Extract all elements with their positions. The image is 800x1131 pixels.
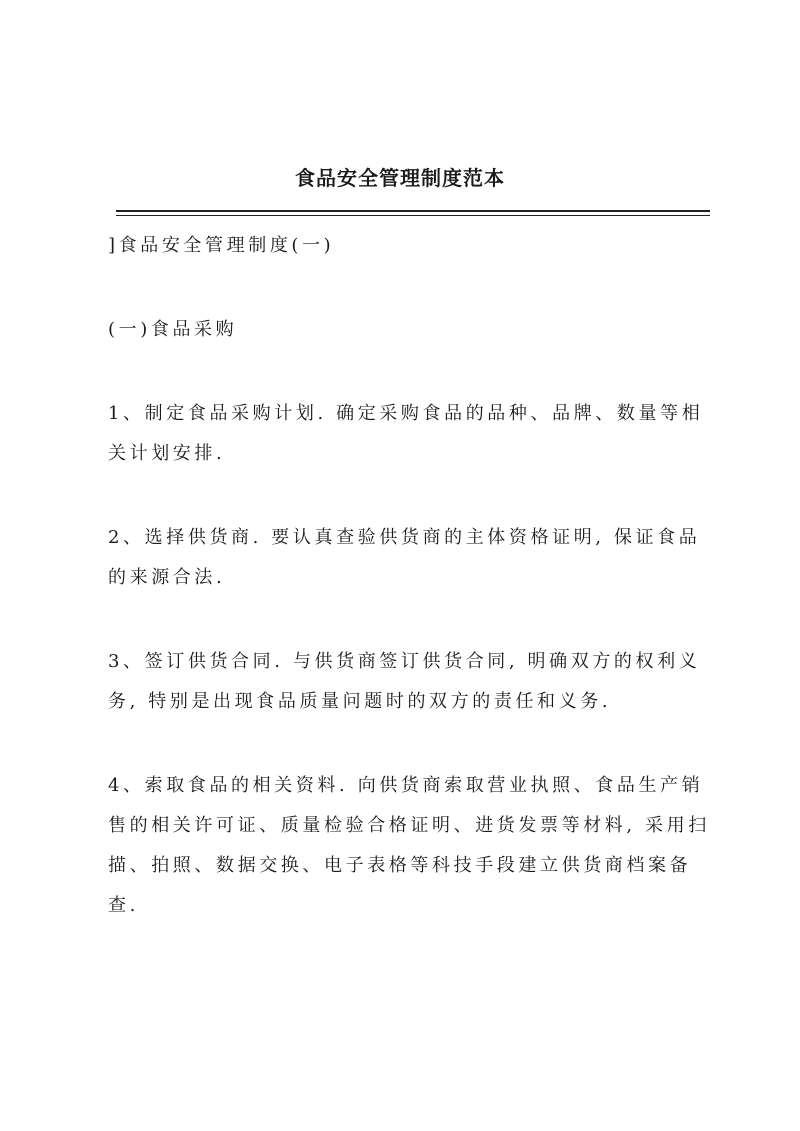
paragraph-line: 描、拍照、数据交换、电子表格等科技手段建立供货商档案备 (108, 855, 692, 876)
paragraph-subheading (108, 310, 708, 350)
paragraph-line: 关计划安排. (108, 443, 226, 464)
paragraph-line: (一)食品采购 (108, 319, 238, 340)
paragraph-line: 的来源合法. (108, 567, 226, 588)
paragraph-line: 3、签订供货合同. 与供货商签订供货合同, 明确双方的权利义 (108, 651, 701, 672)
paragraph-item-2 (108, 518, 708, 598)
paragraph-line: 2、选择供货商. 要认真查验供货商的主体资格证明, 保证食品 (108, 527, 701, 548)
document-title: 食品安全管理制度范本 (295, 166, 505, 190)
paragraph-item-1 (108, 394, 708, 474)
title-rule-thin (116, 215, 710, 216)
paragraph-line: 查. (108, 895, 139, 916)
paragraph-line: ]食品安全管理制度(一) (108, 235, 335, 256)
paragraph-line: 务, 特别是出现食品质量问题时的双方的责任和义务. (108, 691, 612, 712)
paragraph-line: 1、制定食品采购计划. 确定采购食品的品种、品牌、数量等相 (108, 403, 704, 424)
title-rule-thick (116, 210, 710, 212)
paragraph-heading (108, 226, 708, 266)
paragraph-line: 售的相关许可证、质量检验合格证明、进货发票等材料, 采用扫 (108, 815, 710, 836)
paragraph-item-4 (108, 766, 708, 926)
paragraph-line: 4、索取食品的相关资料. 向供货商索取营业执照、食品生产销 (108, 775, 704, 796)
paragraph-item-3 (108, 642, 708, 722)
